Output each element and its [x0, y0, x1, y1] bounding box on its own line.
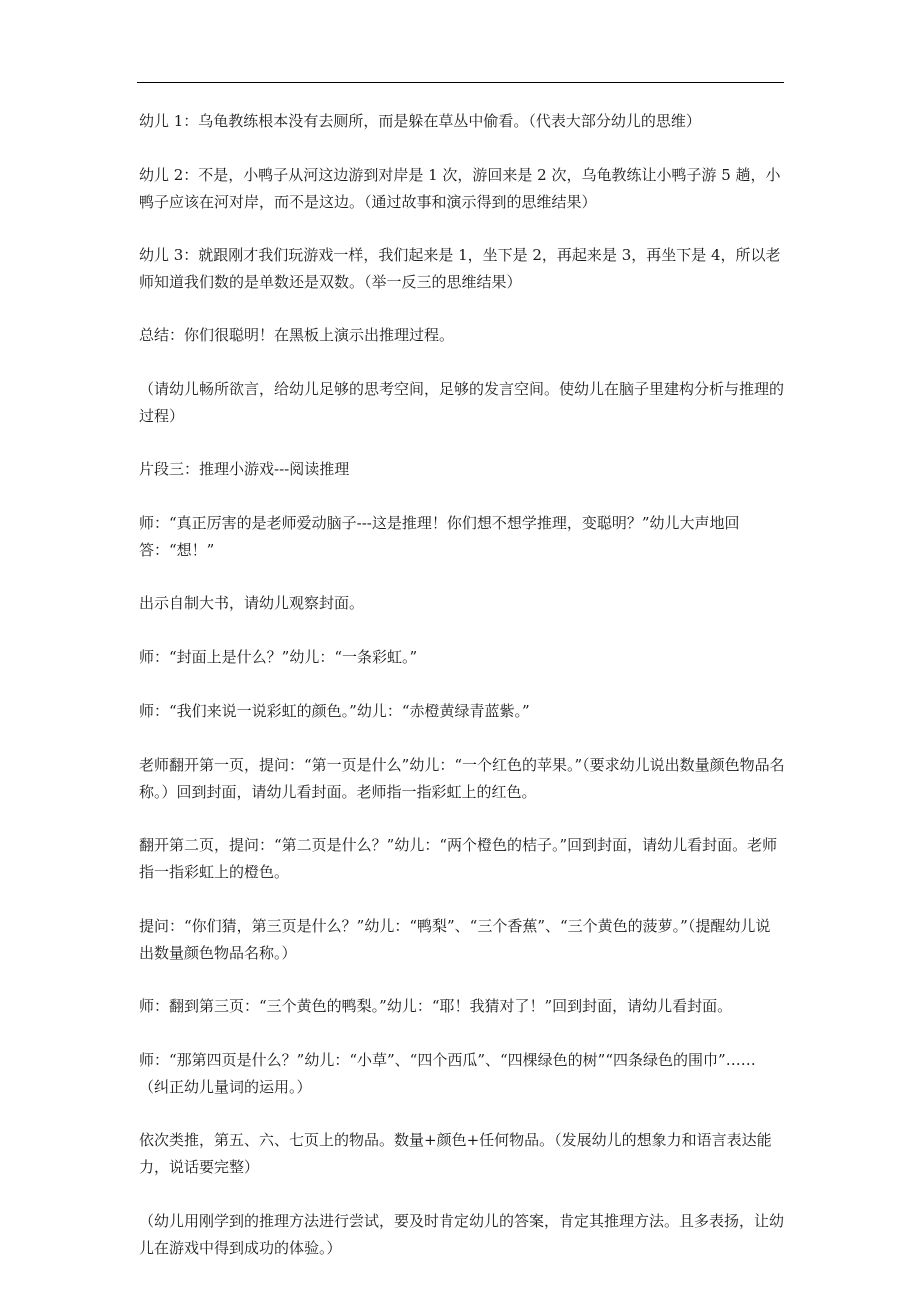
paragraph-13: 提问：“你们猜，第三页是什么？”幼儿：“鸭梨”、“三个香蕉”、“三个黄色的菠萝。”（提醒幼儿说出数量颜色物品名称。） — [139, 917, 771, 962]
document-body — [139, 108, 785, 1262]
paragraph-10: 师：“我们来说一说彩虹的颜色。”幼儿：“赤橙黄绿青蓝紫。” — [139, 702, 530, 720]
paragraph-16: 依次类推，第五、六、七页上的物品。数量+颜色+任何物品。（发展幼儿的想象力和语言表达能力，说话要完整） — [139, 1131, 772, 1176]
paragraph-12: 翻开第二页，提问：“第二页是什么？”幼儿：“两个橙色的桔子。”回到封面，请幼儿看封面。老师指一指彩虹上的橙色。 — [139, 836, 778, 881]
paragraph-4: 总结：你们很聪明！在黑板上演示出推理过程。 — [139, 326, 455, 344]
paragraph-9: 师：“封面上是什么？”幼儿：“一条彩虹。” — [139, 648, 418, 666]
paragraph-11: 老师翻开第一页，提问：“第一页是什么”幼儿：“一个红色的苹果。”（要求幼儿说出数量颜色物品名称。）回到封面，请幼儿看封面。老师指一指彩虹上的红色。 — [139, 756, 785, 801]
paragraph-3: 幼儿 3：就跟刚才我们玩游戏一样，我们起来是 1，坐下是 2，再起来是 3，再坐下是 4，所以老师知道我们数的是单数还是双数。（举一反三的思维结果） — [139, 246, 781, 291]
paragraph-1: 幼儿 1：乌龟教练根本没有去厕所，而是躲在草丛中偷看。（代表大部分幼儿的思维） — [139, 112, 701, 130]
paragraph-8: 出示自制大书，请幼儿观察封面。 — [139, 594, 365, 612]
section-heading: 片段三：推理小游戏---阅读推理 — [139, 460, 350, 478]
paragraph-5: （请幼儿畅所欲言，给幼儿足够的思考空间，足够的发言空间。使幼儿在脑子里建构分析与推理的过程） — [139, 380, 785, 425]
paragraph-14: 师：翻到第三页：“三个黄色的鸭梨。”幼儿：“耶！我猜对了！”回到封面，请幼儿看封面。 — [139, 997, 733, 1015]
paragraph-2: 幼儿 2：不是，小鸭子从河这边游到对岸是 1 次，游回来是 2 次，乌龟教练让小鸭子游 5 趟，小鸭子应该在河对岸，而不是这边。（通过故事和演示得到的思维结果） — [139, 166, 781, 211]
paragraph-7: 师：“真正厉害的是老师爱动脑子---这是推理！你们想不想学推理，变聪明？”幼儿大声地回答：“想！” — [139, 514, 740, 559]
header-rule — [137, 82, 784, 83]
paragraph-15: 师：“那第四页是什么？”幼儿：“小草”、“四个西瓜”、“四棵绿色的树”“四条绿色的围巾”……（纠正幼儿量词的运用。） — [139, 1051, 756, 1096]
paragraph-17: （幼儿用刚学到的推理方法进行尝试，要及时肯定幼儿的答案，肯定其推理方法。且多表扬，让幼儿在游戏中得到成功的体验。） — [139, 1212, 785, 1257]
